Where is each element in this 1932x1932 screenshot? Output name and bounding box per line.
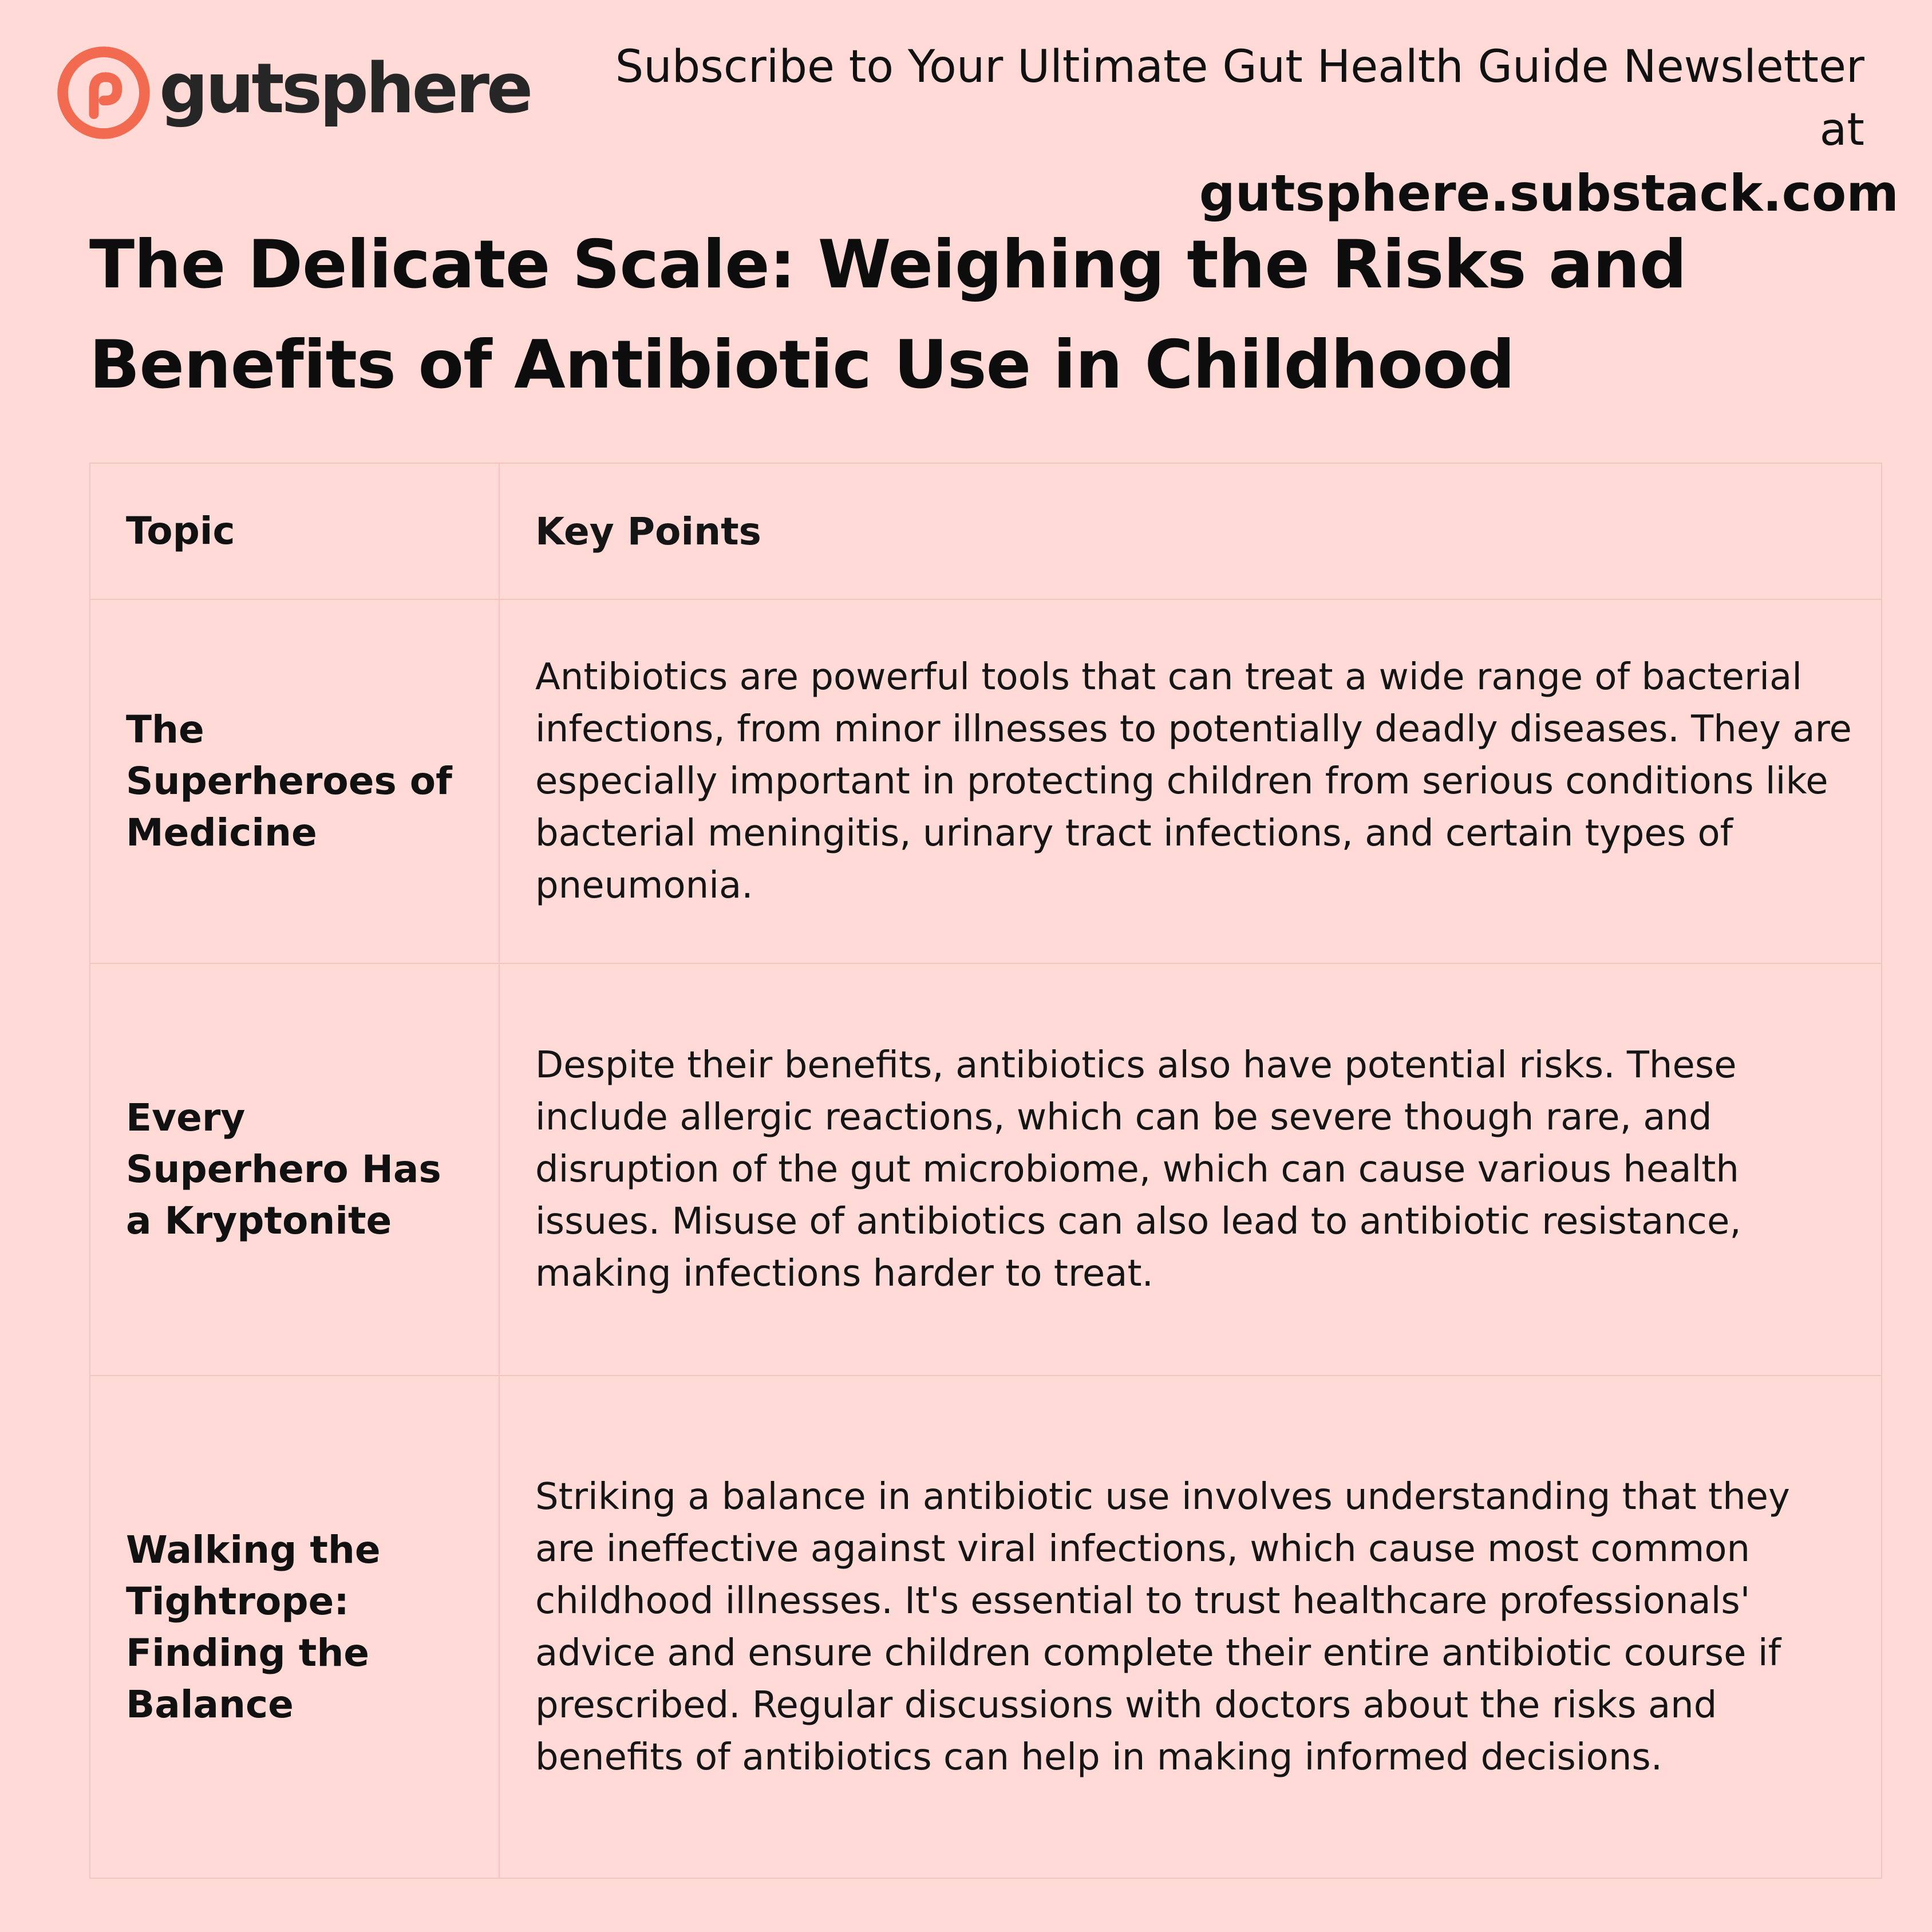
page-header bbox=[0, 0, 1932, 223]
page-title: The Delicate Scale: Weighing the Risks and Benefits of Antibiotic Use in Childhood bbox=[89, 226, 1686, 404]
table-row bbox=[90, 964, 1881, 1376]
brand-logo[interactable] bbox=[55, 41, 530, 144]
table-header-row bbox=[90, 464, 1881, 600]
row-key-points: Despite their benefits, antibiotics also have potential risks. These include allergic reactions, which can be severe though rare, and disruption of the gut microbiome, which can cause various health issues. Misuse of antibiotics can also lead to antibiotic resistance, making infections harder to treat. bbox=[535, 1044, 1741, 1295]
key-points-table bbox=[89, 463, 1882, 1879]
table-row bbox=[90, 600, 1881, 964]
row-key-points: Striking a balance in antibiotic use involves understanding that they are ineffective against viral infections, which cause most common childhood illnesses. It's essential to trust healthcare professionals' advice and ensure children complete their entire antibiotic course if prescribed. Regular discussions with doctors about the risks and benefits of antibiotics can help in making informed decisions. bbox=[535, 1476, 1790, 1779]
newsletter-link[interactable]: gutsphere.substack.com bbox=[1199, 164, 1899, 223]
row-topic: Walking the Tightrope: Finding the Balance bbox=[90, 1376, 500, 1879]
row-topic: The Superheroes of Medicine bbox=[90, 600, 500, 963]
subscribe-banner bbox=[582, 35, 1899, 226]
subscribe-text: Subscribe to Your Ultimate Gut Health Guide Newsletter at bbox=[615, 41, 1864, 156]
brand-name: gutsphere bbox=[159, 49, 531, 129]
row-key-points: Antibiotics are powerful tools that can treat a wide range of bacterial infections, from minor illnesses to potentially deadly diseases. They are especially important in protecting children from serious conditions like bacterial meningitis, urinary tract infections, and certain types of pneumonia. bbox=[535, 655, 1852, 907]
column-header-key-points: Key Points bbox=[535, 509, 761, 554]
column-header-topic: Topic bbox=[90, 464, 500, 599]
gut-logo-icon bbox=[55, 44, 152, 141]
row-topic: Every Superhero Has a Kryptonite bbox=[90, 964, 500, 1375]
table-row bbox=[90, 1376, 1881, 1879]
